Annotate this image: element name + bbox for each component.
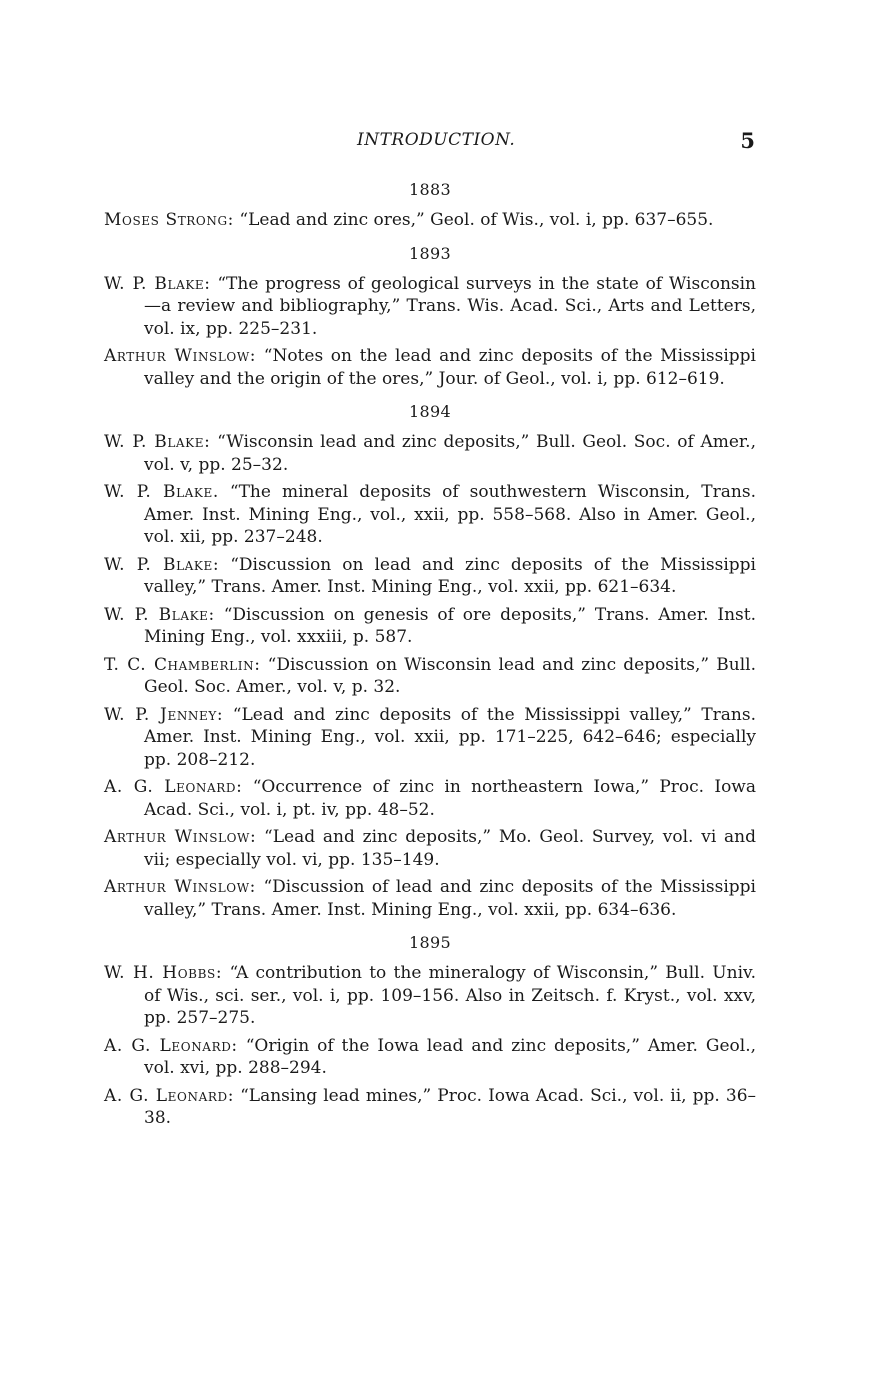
- bibliography-entry: [104, 481, 756, 549]
- running-title: INTRODUCTION.: [357, 130, 516, 150]
- bibliography-entry: [104, 209, 756, 232]
- entry-author: Arthur Winslow:: [104, 346, 257, 366]
- year-heading: 1894: [409, 402, 451, 421]
- entry-text: “Notes on the lead and zinc deposits of the Mississippi valley and the origin of the ores,” Jour. of Geol., vol. i, pp. 612–619.: [144, 346, 756, 389]
- entry-text: “The progress of geological surveys in the state of Wisconsin—a review and bibliography,” Trans. Wis. Acad. Sci., Arts and Letters, vol. ix, pp. 225–231.: [144, 273, 757, 339]
- entry-author: W. P. Blake:: [104, 604, 215, 625]
- entry-text: “Discussion on genesis of ore deposits,” Trans. Amer. Inst. Mining Eng., vol. xxxiii, p. 587.: [144, 604, 757, 647]
- entry-author: A. G. Leonard:: [104, 777, 243, 797]
- entry-author: W. P. Blake:: [104, 273, 211, 294]
- bibliography-entry: [104, 776, 756, 821]
- bibliography-entry: [104, 654, 756, 699]
- entry-author: W. P. Blake.: [104, 482, 219, 502]
- entry-text: “Discussion of lead and zinc deposits of the Mississippi valley,” Trans. Amer. Inst. Mining Eng., vol. xxii, pp. 634–636.: [144, 877, 756, 920]
- entry-author: Arthur Winslow:: [104, 877, 256, 897]
- page-number: 5: [740, 128, 755, 153]
- bibliography-entry: [104, 704, 756, 772]
- bibliography-entry: [104, 554, 756, 599]
- entry-text: “Wisconsin lead and zinc deposits,” Bull. Geol. Soc. of Amer., vol. v, pp. 25–32.: [144, 432, 756, 475]
- year-heading: 1883: [409, 180, 451, 199]
- entry-text: “Origin of the Iowa lead and zinc deposits,” Amer. Geol., vol. xvi, pp. 288–294.: [144, 1035, 756, 1078]
- entry-text: “Occurrence of zinc in northeastern Iowa,” Proc. Iowa Acad. Sci., vol. i, pt. iv, pp. 48–52.: [144, 777, 756, 820]
- entry-author: Moses Strong:: [104, 210, 234, 230]
- entry-text: “Lead and zinc deposits,” Mo. Geol. Survey, vol. vi and vii; especially vol. vi, pp. 135–149.: [144, 827, 756, 870]
- bibliography-entry: [104, 604, 756, 649]
- entry-text: “Lead and zinc ores,” Geol. of Wis., vol. i, pp. 637–655.: [234, 210, 714, 230]
- year-section-1894: [104, 402, 756, 921]
- bibliography-entry: [104, 345, 756, 390]
- entry-author: A. G. Leonard:: [104, 1085, 235, 1106]
- entry-text: “The mineral deposits of southwestern Wisconsin, Trans. Amer. Inst. Mining Eng., vol., xxii, pp. 558–568. Also in Amer. Geol., vol. xii, pp. 237–248.: [144, 482, 756, 547]
- entry-author: W. H. Hobbs:: [104, 963, 223, 983]
- running-head: [0, 130, 891, 158]
- bibliography: [104, 180, 756, 1142]
- entry-author: W. P. Blake:: [104, 554, 220, 575]
- year-section-1895: [104, 933, 756, 1130]
- entry-text: “Discussion on Wisconsin lead and zinc deposits,” Bull. Geol. Soc. Amer., vol. v, p. 32.: [144, 654, 756, 697]
- bibliography-entry: [104, 1085, 756, 1130]
- entry-author: W. P. Jenney:: [104, 704, 224, 725]
- bibliography-entry: [104, 962, 756, 1030]
- entry-text: “Lansing lead mines,” Proc. Iowa Acad. Sci., vol. ii, pp. 36–38.: [144, 1085, 757, 1128]
- entry-author: T. C. Chamberlin:: [104, 654, 261, 675]
- year-heading: 1895: [409, 933, 451, 952]
- bibliography-entry: [104, 431, 756, 476]
- entry-text: “Discussion on lead and zinc deposits of the Mississippi valley,” Trans. Amer. Inst. Mining Eng., vol. xxii, pp. 621–634.: [144, 554, 756, 597]
- bibliography-entry: [104, 876, 756, 921]
- entry-text: “A contribution to the mineralogy of Wisconsin,” Bull. Univ. of Wis., sci. ser., vol. i, pp. 109–156. Also in Zeitsch. f. Kryst., vol. xxv, pp. 257–275.: [144, 963, 757, 1028]
- bibliography-entry: [104, 826, 756, 871]
- entry-author: A. G. Leonard:: [104, 1035, 238, 1056]
- bibliography-entry: [104, 1035, 756, 1080]
- year-heading: 1893: [409, 243, 451, 263]
- year-section-1893: [104, 244, 756, 391]
- entry-author: Arthur Winslow:: [104, 827, 257, 847]
- bibliography-entry: [104, 273, 756, 341]
- entry-text: “Lead and zinc deposits of the Mississippi valley,” Trans. Amer. Inst. Mining Eng., vol. xxii, pp. 171–225, 642–646; especially pp. 208–212.: [144, 704, 756, 770]
- year-section-1883: [104, 180, 756, 232]
- entry-author: W. P. Blake:: [104, 432, 211, 452]
